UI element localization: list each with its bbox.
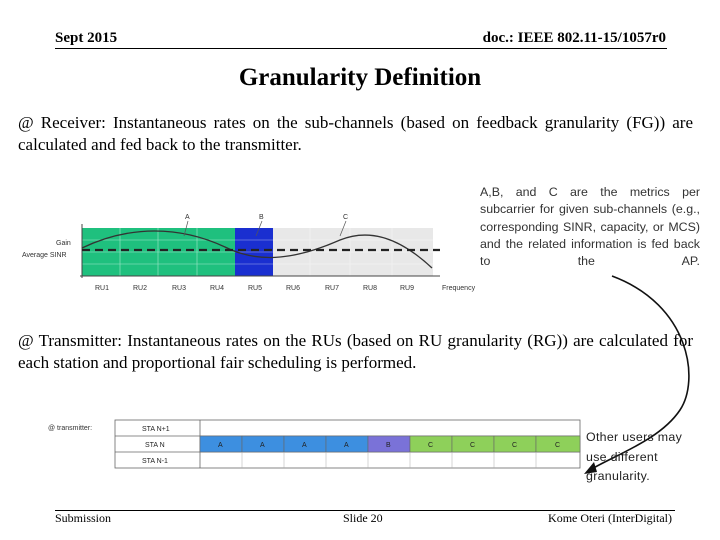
ru-label: RU5 bbox=[248, 285, 263, 292]
cell-value: A bbox=[344, 442, 349, 449]
marker-c: C bbox=[343, 214, 349, 221]
granularity-callout: Other users may use different granularity. bbox=[586, 430, 683, 483]
row-label: STA N-1 bbox=[142, 458, 168, 465]
footer-slide-number: Slide 20 bbox=[343, 511, 383, 525]
row-label: STA N+1 bbox=[142, 426, 170, 433]
header-date: Sept 2015 bbox=[55, 30, 118, 46]
cell-value: C bbox=[555, 442, 561, 449]
cell-value: C bbox=[512, 442, 518, 449]
cell-value: C bbox=[428, 442, 434, 449]
ru-label: RU3 bbox=[172, 285, 187, 292]
transmitter-paragraph: @ Transmitter: Instantaneous rates on the RUs (based on RU granularity (RG)) are calculated for each station and proportional fair scheduling is performed. bbox=[18, 331, 693, 372]
ru-label: RU9 bbox=[400, 285, 415, 292]
cell-value: C bbox=[470, 442, 476, 449]
row-label: STA N bbox=[145, 442, 165, 449]
receiver-paragraph: @ Receiver: Instantaneous rates on the sub-channels (based on feedback granularity (FG)) are calculated and fed back to the transmitter. bbox=[18, 113, 693, 154]
gain-label: Gain bbox=[56, 240, 71, 247]
transmitter-label: @ transmitter: bbox=[48, 425, 93, 432]
ru-label: RU1 bbox=[95, 285, 110, 292]
footer-submission: Submission bbox=[55, 511, 112, 525]
ru-label: RU2 bbox=[133, 285, 148, 292]
cell-value: B bbox=[386, 442, 391, 449]
cell-value: A bbox=[218, 442, 223, 449]
metrics-note: A,B, and C are the metrics per subcarrier for given sub-channels (e.g., corresponding SINR, capacity, or MCS) and the related information is fed back to the AP. bbox=[480, 185, 700, 269]
cell-value: A bbox=[260, 442, 265, 449]
average-sinr-label: Average SINR bbox=[22, 252, 67, 259]
ru-label: RU4 bbox=[210, 285, 225, 292]
ru-label: RU6 bbox=[286, 285, 301, 292]
cell-value: A bbox=[302, 442, 307, 449]
footer-author: Kome Oteri (InterDigital) bbox=[548, 511, 672, 525]
marker-b: B bbox=[259, 214, 264, 221]
frequency-label: Frequency bbox=[442, 285, 476, 292]
ru-label: RU8 bbox=[363, 285, 378, 292]
ru-label: RU7 bbox=[325, 285, 340, 292]
slide-title: Granularity Definition bbox=[238, 64, 482, 91]
marker-a: A bbox=[185, 214, 190, 221]
header-doc-id: doc.: IEEE 802.11-15/1057r0 bbox=[482, 30, 666, 46]
